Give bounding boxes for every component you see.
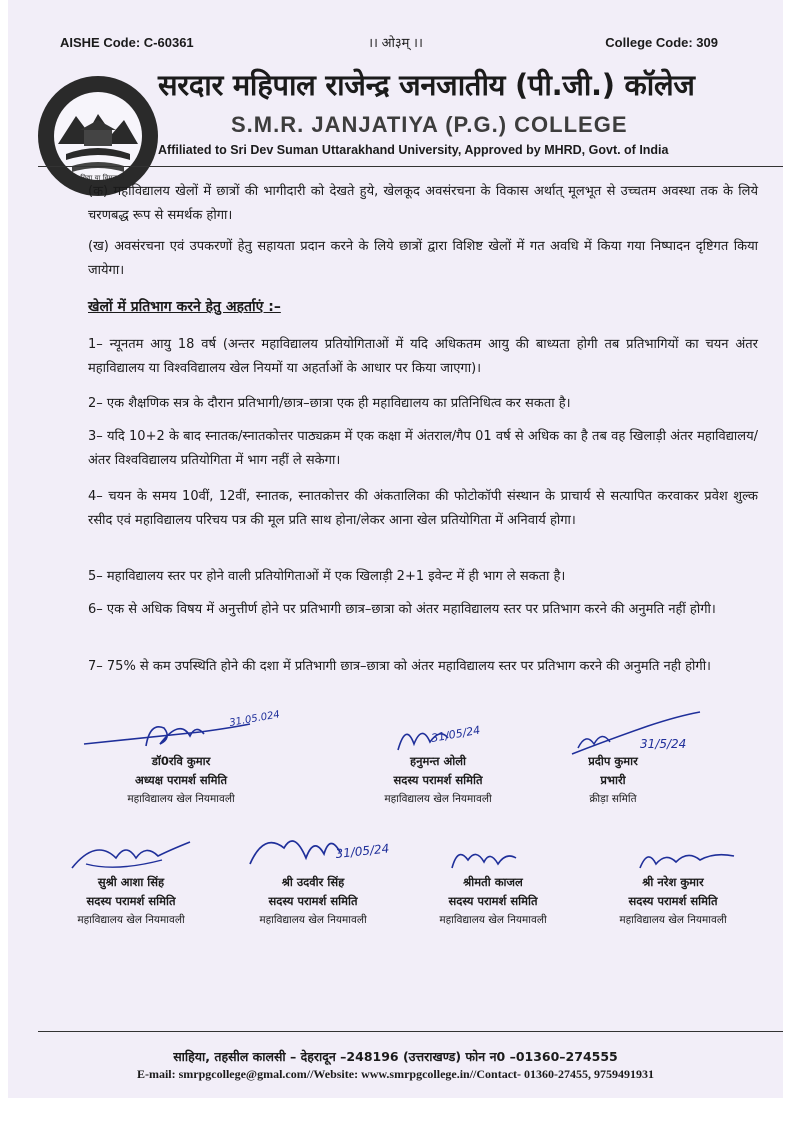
signature-kajal (446, 840, 536, 876)
signatory-role: अध्यक्ष परामर्श समिति (134, 773, 228, 787)
signature-udveer-singh (244, 824, 434, 880)
signatory-dept: महाविद्यालय खेल नियमावली (127, 793, 235, 805)
aishe-code: AISHE Code: C-60361 (60, 35, 194, 50)
signatory-dept: महाविद्यालय खेल नियमावली (77, 914, 185, 926)
rule-item: 5– महाविद्यालय स्तर पर होने वाली प्रतियोगिताओं में एक खिलाड़ी 2+1 इवेन्ट में ही भाग ले सकता है। (88, 569, 566, 584)
section-heading: खेलों में प्रतिभाग करने हेतु अहर्ताएं :– (88, 299, 281, 315)
intro-clause-kha: (ख) अवसंरचना एवं उपकरणों हेतु सहायता प्रदान करने के लिये छात्रों द्वारा विशिष्ट खेलों में गत अवधि में किया गया निष्पादन दृष्टिगत किया जायेगा। (88, 239, 758, 278)
college-name-hindi: सरदार महिपाल राजेन्द्र जनजातीय (पी.जी.) कॉलेज (158, 68, 695, 102)
om-invocation: ।। ओ३म् ।। (368, 35, 423, 50)
rule-item: 2– एक शैक्षणिक सत्र के दौरान प्रतिभागी/छात्र–छात्रा एक ही महाविद्यालय का प्रतिनिधित्व कर सकता है। (88, 396, 571, 411)
rule-item: 7– 75% से कम उपस्थिति होने की दशा में प्रतिभागी छात्र–छात्रा को अंतर महाविद्यालय स्तर पर प्रतिभाग करने की अनुमति नही होगी। (88, 659, 711, 674)
signatory-dept: महाविद्यालय खेल नियमावली (439, 914, 547, 926)
intro-clause-ka: (क) महाविद्यालय खेलों में छात्रों की भागीदारी को देखते हुये, खेलकूद अवसंरचना के विकास अर्थात् मूलभूत से उच्चतम अवस्था तक के लिये चरणबद्ध रूप से समर्थक होगा। (88, 184, 758, 223)
signatory-role: सदस्य परामर्श समिति (448, 894, 538, 908)
signature-date: 31.05.024 (228, 709, 281, 729)
signatory-dept: क्रीड़ा समिति (589, 793, 637, 805)
signatory-role: प्रभारी (600, 773, 626, 787)
footer-address: साहिया, तहसील कालसी – देहरादून –248196 (उत्तराखण्ड) फोन न0 –01360–274555 (173, 1049, 618, 1064)
signatory-name: हनुमन्त ओली (409, 754, 466, 768)
signatory-name: श्रीमती काजल (463, 875, 523, 889)
signatory-block (96, 752, 266, 809)
signatory-role: सदस्य परामर्श समिति (628, 894, 718, 908)
rule-item: 4– चयन के समय 10वीं, 12वीं, स्नातक, स्नातकोत्तर की अंकतालिका की फोटोकॉपी संस्थान के प्राचार्य से सत्यापित करवाकर प्रवेश शुल्क रसीद एवं महाविद्यालय परिचय पत्र की मूल प्रति साथ होना/लेकर आना खेल प्रतियोगिता में अनिवार्य होगा। (88, 489, 758, 528)
rule-item: 3– यदि 10+2 के बाद स्नातक/स्नातकोत्तर पाठ्यक्रम में एक कक्षा में अंतराल/गैप 01 वर्ष से अधिक का है तब वह खिलाड़ी अंतर महाविद्यालय/अंतर विश्वविद्यालय प्रतियोगिता में भाग नहीं ले सकेगा। (88, 429, 758, 468)
signature-naresh-kumar (634, 842, 754, 876)
signatory-name: डॉ0रवि कुमार (151, 754, 211, 768)
signatory-block (588, 873, 758, 930)
signatory-name: प्रदीप कुमार (588, 754, 638, 768)
signature-date: 31/5/24 (640, 737, 687, 751)
signature-date: 31/05/24 (430, 723, 482, 745)
college-code: College Code: 309 (605, 35, 718, 50)
signatory-block (228, 873, 398, 930)
college-name-english: S.M.R. JANJATIYA (P.G.) COLLEGE (231, 112, 628, 137)
signatory-role: सदस्य परामर्श समिति (86, 894, 176, 908)
signature-date: 31/05/24 (334, 841, 390, 861)
signature-ravi-kumar (80, 698, 320, 758)
signatory-dept: महाविद्यालय खेल नियमावली (384, 793, 492, 805)
signatory-role: सदस्य परामर्श समिति (268, 894, 358, 908)
letterhead-page (8, 0, 783, 1098)
signatory-block (528, 752, 698, 809)
signatory-name: सुश्री आशा सिंह (97, 875, 165, 889)
rule-item: 6– एक से अधिक विषय में अनुत्तीर्ण होने पर प्रतिभागी छात्र–छात्रा को अंतर महाविद्यालय स्तर पर प्रतिभाग करने की अनुमति नहीं होगी। (88, 602, 716, 617)
signature-hanumant-oli (392, 708, 522, 758)
header-divider (38, 166, 783, 167)
affiliation-line: Affiliated to Sri Dev Suman Uttarakhand University, Approved by MHRD, Govt. of India (158, 143, 669, 157)
signatory-dept: महाविद्यालय खेल नियमावली (619, 914, 727, 926)
rule-item: 1– न्यूनतम आयु 18 वर्ष (अन्तर महाविद्यालय प्रतियोगिताओं में यदि अधिकतम आयु की बाध्यता होगी तब प्रतिभागियों का चयन अंतर महाविद्यालय या विश्वविद्यालय खेल नियमों या अहर्ताओं के आधार पर किया जाएगा)। (88, 337, 758, 376)
signatory-name: श्री उदवीर सिंह (281, 875, 345, 889)
signatory-block (353, 752, 523, 809)
signature-asha-singh (66, 828, 206, 878)
footer-divider (38, 1031, 783, 1032)
logo-motto: सा विद्या या विमुक्तये (71, 174, 125, 182)
signatory-name: श्री नरेश कुमार (642, 875, 704, 889)
signatory-block (408, 873, 578, 930)
signatory-dept: महाविद्यालय खेल नियमावली (259, 914, 367, 926)
signatory-role: सदस्य परामर्श समिति (393, 773, 483, 787)
signatory-block (46, 873, 216, 930)
footer-contact: E-mail: smrpgcollege@gmal.com//Website: www.smrpgcollege.in//Contact- 01360-27455, 9759491931 (136, 1067, 655, 1081)
